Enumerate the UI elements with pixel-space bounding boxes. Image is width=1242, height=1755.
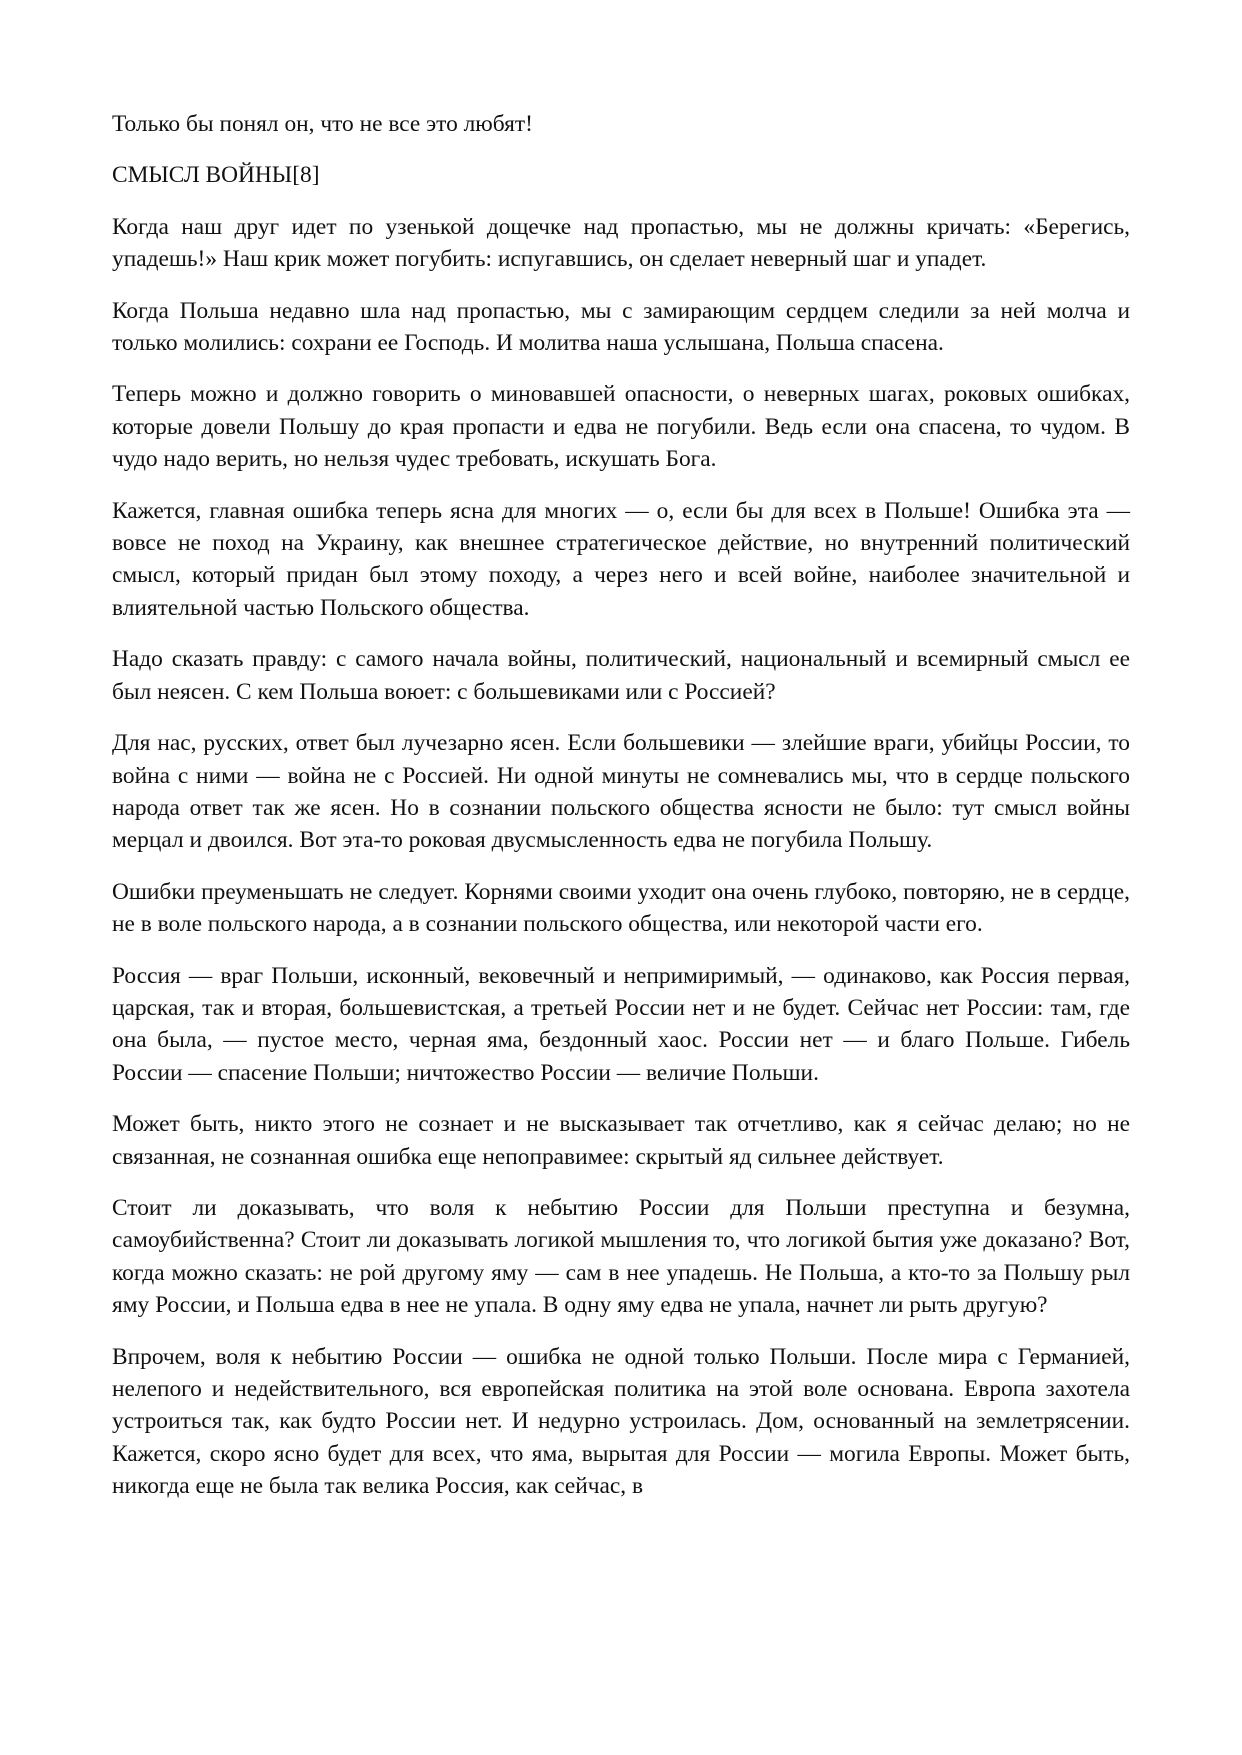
paragraph: Надо сказать правду: с самого начала войны, политический, национальный и всемирный смысл ее был неясен. С кем Польша воюет: с большевиками или с Россией? <box>112 646 1130 705</box>
paragraph: Россия — враг Польши, исконный, вековечный и непримиримый, — одинаково, как Россия первая, царская, так и вторая, большевистская, а третьей России нет и не будет. Сейчас нет России: там, где она была, — пустое место, черная яма, бездонный хаос. России нет — и благо Польше. Гибель России — спасение Польши; ничтожество России — величие Польши. <box>112 962 1130 1086</box>
paragraph: Когда Польша недавно шла над пропастью, мы с замирающим сердцем следили за ней молча и только молились: сохрани ее Господь. И молитва наша услышана, Польша спасена. <box>112 297 1130 357</box>
section-heading: СМЫСЛ ВОЙНЫ[8] <box>112 162 320 189</box>
document-page <box>112 108 1130 1522</box>
paragraph: Для нас, русских, ответ был лучезарно ясен. Если большевики — злейшие враги, убийцы России, то война с ними — война не с Россией. Ни одной минуты не сомневались мы, что в сердце польского народа ответ так же ясен. Но в сознании польского общества ясности не было: тут смысл войны мерцал и двоился. Вот эта-то роковая двусмысленность едва не погубила Польшу. <box>112 730 1130 854</box>
paragraph: Теперь можно и должно говорить о миновавшей опасности, о неверных шагах, роковых ошибках, которые довели Польшу до края пропасти и едва не погубили. Ведь если она спасена, то чудом. В чудо надо верить, но нельзя чудес требовать, искушать Бога. <box>112 381 1130 473</box>
lead-line: Только бы понял он, что не все это любят! <box>112 111 533 137</box>
paragraph: Когда наш друг идет по узенькой дощечке над пропастью, мы не должны кричать: «Берегись, упадешь!» Наш крик может погубить: испугавшись, он сделает неверный шаг и упадет. <box>112 213 1130 273</box>
paragraph: Ошибки преуменьшать не следует. Корнями своими уходит она очень глубоко, повторяю, не в сердце, не в воле польского народа, а в сознании польского общества, или некоторой части его. <box>112 878 1130 938</box>
paragraph: Может быть, никто этого не сознает и не высказывает так отчетливо, как я сейчас делаю; но не связанная, не сознанная ошибка еще непоправимее: скрытый яд сильнее действует. <box>112 1111 1130 1170</box>
paragraph: Впрочем, воля к небытию России — ошибка не одной только Польши. После мира с Германией, нелепого и недействительного, вся европейская политика на этой воле основана. Европа захотела устроиться так, как будто России нет. И недурно устроилась. Дом, основанный на землетрясении. Кажется, скоро ясно будет для всех, что яма, вырытая для России — могила Европы. Может быть, никогда еще не была так велика Россия, как сейчас, в <box>112 1343 1130 1500</box>
paragraph: Стоит ли доказывать, что воля к небытию России для Польши преступна и безумна, самоубийственна? Стоит ли доказывать логикой мышления то, что логикой бытия уже доказано? Вот, когда можно сказать: не рой другому яму — сам в нее упадешь. Не Польша, а кто-то за Польшу рыл яму России, и Польша едва в нее не упала. В одну яму едва не упала, начнет ли рыть другую? <box>112 1194 1130 1319</box>
paragraph: Кажется, главная ошибка теперь ясна для многих — о, если бы для всех в Польше! Ошибка эта — вовсе не поход на Украину, как внешнее стратегическое действие, но внутренний политический смысл, который придан был этому походу, а через него и всей войне, наиболее значительной и влиятельной частью Польского общества. <box>112 497 1130 621</box>
